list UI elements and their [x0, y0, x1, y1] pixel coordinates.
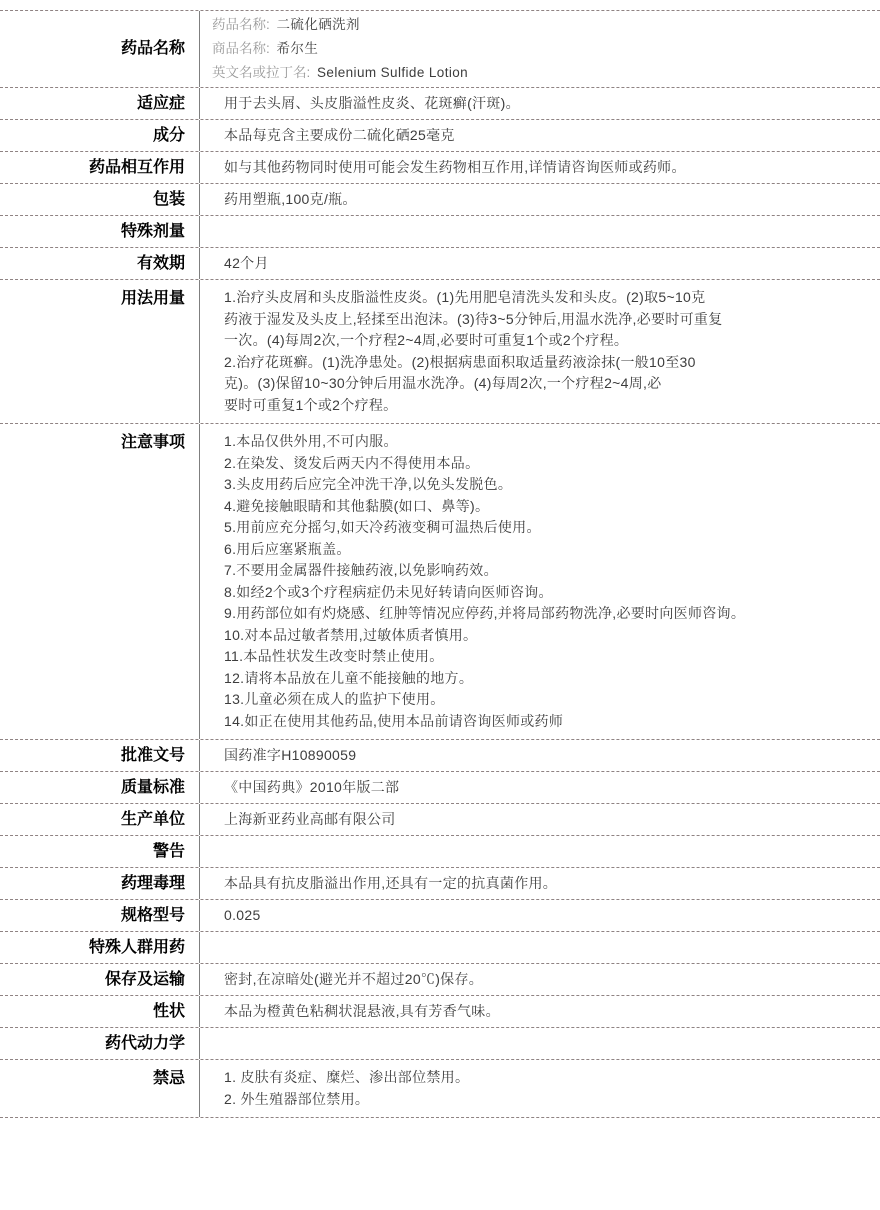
row-label: 性状 [152, 1002, 185, 1020]
table-row-special-populations [0, 932, 880, 964]
content-line: 10.对本品过敏者禁用,过敏体质者慎用。 [224, 626, 478, 643]
table-row-contraindications [0, 1060, 880, 1118]
table-row-special-dosage [0, 216, 880, 248]
row-label-cell [0, 184, 200, 215]
content-line: 1. 皮肤有炎症、糜烂、渗出部位禁用。 [224, 1069, 470, 1085]
row-content-cell [200, 964, 880, 995]
row-label: 药理毒理 [120, 874, 185, 892]
content-line: 5.用前应充分摇匀,如天冷药液变稠可温热后使用。 [224, 519, 541, 535]
field-label: 商品名称: [212, 41, 270, 56]
table-row-quality-standard [0, 772, 880, 804]
row-label-cell [0, 964, 200, 995]
row-label-cell [0, 868, 200, 899]
row-label-cell [0, 740, 200, 771]
drug-info-table [0, 10, 880, 1118]
table-row-storage-transport [0, 964, 880, 996]
row-content-cell [200, 900, 880, 931]
row-label: 禁忌 [152, 1070, 185, 1087]
table-row-description [0, 996, 880, 1028]
content-line: 克)。(3)保留10~30分钟后用温水洗净。(4)每周2次,一个疗程2~4周,必 [224, 375, 662, 391]
content-line: 3.头皮用药后应完全冲洗干净,以免头发脱色。 [224, 476, 513, 492]
field-label: 英文名或拉丁名: [212, 65, 311, 80]
field-value: 二硫化硒洗剂 [276, 17, 360, 32]
row-content-cell [200, 836, 880, 867]
content-line: 用于去头屑、头皮脂溢性皮炎、花斑癣(汗斑)。 [224, 95, 520, 111]
row-content-cell [200, 280, 880, 423]
content-line: 2. 外生殖器部位禁用。 [224, 1090, 370, 1107]
content-line: 本品具有抗皮脂溢出作用,还具有一定的抗真菌作用。 [224, 875, 558, 891]
row-label: 保存及运输 [104, 970, 185, 988]
row-label: 成分 [152, 126, 185, 144]
row-label: 用法用量 [120, 290, 185, 307]
row-label: 批准文号 [120, 746, 185, 764]
row-content-cell [200, 88, 880, 119]
content-line: 如与其他药物同时使用可能会发生药物相互作用,详情请咨询医师或药师。 [224, 159, 686, 175]
content-line: 2.在染发、烫发后两天内不得使用本品。 [224, 454, 480, 471]
row-label: 包装 [152, 190, 185, 208]
row-content-cell [200, 152, 880, 183]
row-label-cell [0, 772, 200, 803]
row-label-cell [0, 932, 200, 963]
content-line: 0.025 [224, 907, 261, 923]
content-line: 13.儿童必须在成人的监护下使用。 [224, 691, 445, 707]
row-label: 药品名称 [120, 40, 185, 57]
field-value: 希尔生 [276, 41, 319, 56]
row-label-cell [0, 248, 200, 279]
row-label-cell [0, 900, 200, 931]
field-value: Selenium Sulfide Lotion [317, 65, 469, 80]
row-content-cell [200, 804, 880, 835]
row-content-cell [200, 1028, 880, 1059]
content-line: 一次。(4)每周2次,一个疗程2~4周,必要时可重复1个或2个疗程。 [224, 332, 629, 348]
row-label-cell [0, 152, 200, 183]
content-line: 本品为橙黄色粘稠状混悬液,具有芳香气味。 [224, 1003, 500, 1019]
content-line: 11.本品性状发生改变时禁止使用。 [224, 648, 444, 664]
table-row-drug-name [0, 11, 880, 88]
row-label-cell [0, 280, 200, 423]
table-row-usage-dosage [0, 280, 880, 424]
row-content-cell [200, 868, 880, 899]
row-label: 有效期 [136, 254, 185, 272]
row-label: 特殊人群用药 [88, 938, 185, 956]
table-row-drug-interactions [0, 152, 880, 184]
row-label: 特殊剂量 [120, 222, 185, 240]
row-content-cell [200, 740, 880, 771]
row-label: 规格型号 [120, 906, 185, 924]
row-content-cell [200, 120, 880, 151]
row-label-cell [0, 1028, 200, 1059]
content-line: 药用塑瓶,100克/瓶。 [224, 191, 357, 207]
row-content-cell [200, 772, 880, 803]
table-row-ingredients [0, 120, 880, 152]
content-line: 8.如经2个或3个疗程病症仍未见好转请向医师咨询。 [224, 583, 553, 600]
content-line: 本品每克含主要成份二硫化硒25毫克 [224, 127, 455, 143]
table-row-warnings [0, 836, 880, 868]
table-row-precautions [0, 424, 880, 740]
content-line: 2.治疗花斑癣。(1)洗净患处。(2)根据病患面积取适量药液涂抹(一般10至30 [224, 353, 696, 370]
row-label: 药代动力学 [104, 1034, 185, 1052]
row-label-cell [0, 11, 200, 87]
row-label: 药品相互作用 [88, 158, 185, 176]
content-line: 1.本品仅供外用,不可内服。 [224, 433, 398, 449]
content-line: 14.如正在使用其他药品,使用本品前请咨询医师或药师 [224, 712, 564, 729]
row-label: 警告 [152, 842, 185, 860]
content-line: 42个月 [224, 255, 269, 271]
content-line: 要时可重复1个或2个疗程。 [224, 396, 398, 413]
row-label-cell [0, 120, 200, 151]
row-label: 适应症 [136, 94, 185, 112]
table-row-pharmacology-toxicology [0, 868, 880, 900]
row-label-cell [0, 836, 200, 867]
content-line: 7.不要用金属器件接触药液,以免影响药效。 [224, 562, 498, 578]
row-content-cell [200, 248, 880, 279]
content-line: 上海新亚药业高邮有限公司 [224, 811, 396, 827]
row-content-cell [200, 996, 880, 1027]
table-row-pharmacokinetics [0, 1028, 880, 1060]
table-row-specification [0, 900, 880, 932]
row-content-cell [200, 424, 880, 739]
row-content-cell [200, 11, 880, 87]
content-line: 12.请将本品放在儿童不能接触的地方。 [224, 669, 474, 686]
row-label-cell [0, 216, 200, 247]
row-label: 质量标准 [120, 778, 185, 796]
table-row-indications [0, 88, 880, 120]
table-row-shelf-life [0, 248, 880, 280]
row-content-cell [200, 932, 880, 963]
row-label-cell [0, 804, 200, 835]
row-label-cell [0, 88, 200, 119]
row-label-cell [0, 424, 200, 739]
drug-name-line [212, 13, 868, 37]
row-content-cell [200, 216, 880, 247]
field-label: 药品名称: [212, 17, 270, 32]
row-label: 注意事项 [120, 434, 185, 451]
content-line: 4.避免接触眼睛和其他黏膜(如口、鼻等)。 [224, 497, 490, 514]
table-row-manufacturer [0, 804, 880, 836]
content-line: 药液于湿发及头皮上,轻揉至出泡沫。(3)待3~5分钟后,用温水洗净,必要时可重复 [224, 310, 723, 327]
content-line: 国药准字H10890059 [224, 747, 357, 763]
row-content-cell [200, 1060, 880, 1117]
content-line: 密封,在凉暗处(避光并不超过20℃)保存。 [224, 971, 484, 987]
drug-name-line [212, 37, 868, 61]
row-label-cell [0, 996, 200, 1027]
content-line: 1.治疗头皮屑和头皮脂溢性皮炎。(1)先用肥皂清洗头发和头皮。(2)取5~10克 [224, 289, 706, 305]
drug-name-line [212, 61, 868, 85]
row-label-cell [0, 1060, 200, 1117]
content-line: 《中国药典》2010年版二部 [224, 779, 400, 795]
table-row-packaging [0, 184, 880, 216]
content-line: 6.用后应塞紧瓶盖。 [224, 540, 351, 557]
table-row-approval-number [0, 740, 880, 772]
row-content-cell [200, 184, 880, 215]
row-label: 生产单位 [120, 810, 185, 828]
content-line: 9.用药部位如有灼烧感、红肿等情况应停药,并将局部药物洗净,必要时向医师咨询。 [224, 605, 746, 621]
